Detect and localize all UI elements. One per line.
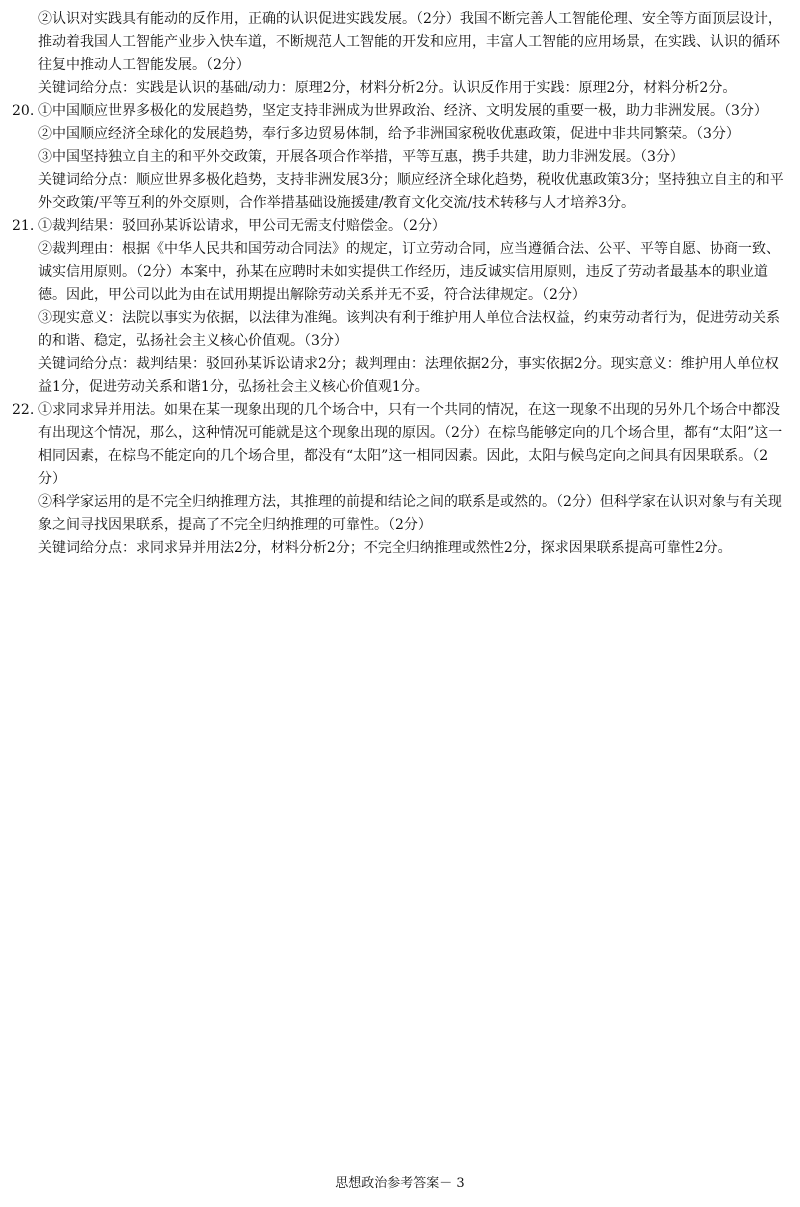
q21-point-2: ②裁判理由：根据《中华人民共和国劳动合同法》的规定，订立劳动合同，应当遵循合法、公平、平等自愿、协商一致、诚实信用原则。（2分）本案中，孙某在应聘时未如实提供工作经历，违反诚实信用原则，违反了劳动者最基本的职业道德。因此，甲公司以此为由在试用期提出解除劳动关系并无不妥，符合法律规定。（2分） [38,241,780,303]
q20-point-2: ②中国顺应经济全球化的发展趋势，奉行多边贸易体制，给予非洲国家税收优惠政策，促进中非共同繁荣。（3分） [38,126,740,142]
q21-scoring-keys: 关键词给分点：裁判结果：驳回孙某诉讼请求2分；裁判理由：法理依据2分，事实依据2分。现实意义：维护用人单位权益1分，促进劳动关系和谐1分，弘扬社会主义核心价值观1分。 [38,356,779,395]
question-number: 22. [12,402,35,418]
q22-point-1: ①求同求异并用法。如果在某一现象出现的几个场合中，只有一个共同的情况，在这一现象不出现的另外几个场合中都没有出现这个情况，那么，这种情况可能就是这个现象出现的原因。（2分）在棕鸟能够定向的几个场合里，都有“太阳”这一相同因素，在棕鸟不能定向的几个场合里，都没有“太阳”这一相同因素。因此，太阳与候鸟定向之间具有因果联系。（2分） [38,402,783,487]
q22-scoring-keys: 关键词给分点：求同求异并用法2分，材料分析2分；不完全归纳推理或然性2分，探求因果联系提高可靠性2分。 [38,540,732,556]
answer-content [12,8,788,560]
q20-scoring-keys: 关键词给分点：顺应世界多极化趋势，支持非洲发展3分；顺应经济全球化趋势，税收优惠政策3分；坚持独立自主的和平外交政策/平等互利的外交原则，合作举措基础设施援建/教育文化交流/技术转移与人才培养3分。 [38,172,784,211]
q21-point-3: ③现实意义：法院以事实为依据，以法律为准绳。该判决有利于维护用人单位合法权益，约束劳动者行为，促进劳动关系的和谐、稳定，弘扬社会主义核心价值观。（3分） [38,310,780,349]
q20-point-1: ①中国顺应世界多极化的发展趋势，坚定支持非洲成为世界政治、经济、文明发展的重要一极，助力非洲发展。（3分） [38,103,768,119]
question-number: 20. [12,103,35,119]
page-footer: 思想政治参考答案－ 3 [335,1176,465,1191]
q20-point-3: ③中国坚持独立自主的和平外交政策，开展各项合作举措，平等互惠，携手共建，助力非洲发展。（3分） [38,149,684,165]
question-number: 21. [12,218,35,234]
question-21 [12,215,788,399]
q22-point-2: ②科学家运用的是不完全归纳推理方法，其推理的前提和结论之间的联系是或然的。（2分）但科学家在认识对象与有关现象之间寻找因果联系，提高了不完全归纳推理的可靠性。（2分） [38,494,782,533]
question-20 [12,100,788,215]
q19-continued [12,8,788,100]
q19-point-2: ②认识对实践具有能动的反作用，正确的认识促进实践发展。（2分）我国不断完善人工智能伦理、安全等方面顶层设计，推动着我国人工智能产业步入快车道，不断规范人工智能的开发和应用，丰富人工智能的应用场景，在实践、认识的循环往复中推动人工智能发展。（2分） [38,11,782,73]
q19-scoring-keys: 关键词给分点：实践是认识的基础/动力：原理2分，材料分析2分。认识反作用于实践：原理2分，材料分析2分。 [38,80,737,96]
q21-point-1: ①裁判结果：驳回孙某诉讼请求，甲公司无需支付赔偿金。（2分） [38,218,446,234]
question-22 [12,399,788,560]
